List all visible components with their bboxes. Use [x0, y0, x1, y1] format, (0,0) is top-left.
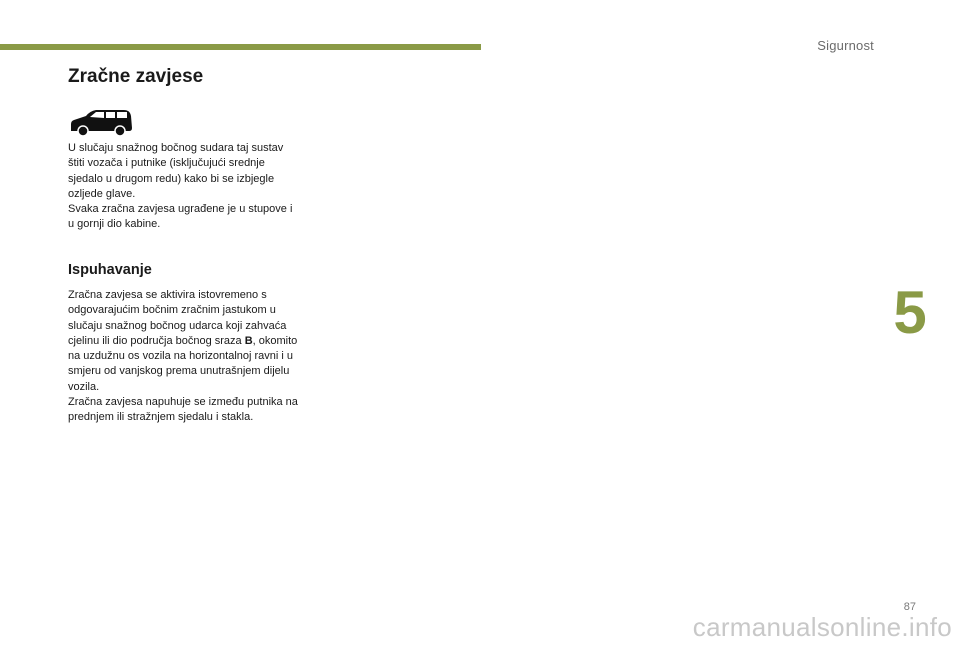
inflation-line: odgovarajućim bočnim zračnim jastukom u	[68, 304, 276, 317]
inflation-line: smjeru od vanjskog prema unutrašnjem dijelu	[68, 365, 290, 378]
intro-line: ozljede glave.	[68, 187, 136, 200]
chapter-number: 5	[893, 279, 927, 346]
inflation-text: , okomito	[252, 334, 298, 347]
watermark: carmanualsonline.info	[692, 612, 952, 642]
zone-label: B	[244, 334, 253, 347]
inflation-line: Zračna zavjesa napuhuje se između putnika na	[68, 396, 298, 409]
inflation-text: cjelinu ili dio područja bočnog sraza	[68, 334, 245, 347]
inflation-line	[68, 334, 330, 349]
inflation-line: vozila.	[68, 380, 100, 393]
header-accent-rule	[0, 44, 481, 50]
inflation-paragraph	[68, 288, 330, 426]
section-label: Sigurnost	[817, 38, 874, 53]
van-silhouette-icon	[68, 106, 134, 143]
intro-line: u gornji dio kabine.	[68, 218, 161, 231]
intro-line: U slučaju snažnog bočnog sudara taj sustav	[68, 142, 284, 154]
intro-line: sjedalo u drugom redu) kako bi se izbjegle	[68, 172, 275, 185]
intro-line: Svaka zračna zavjesa ugrađene je u stupove i	[68, 203, 293, 216]
page-title: Zračne zavjese	[68, 66, 204, 87]
inflation-line: na uzdužnu os vozila na horizontalnoj ravni i u	[68, 350, 294, 363]
intro-line: štiti vozača i putnike (isključujući srednje	[68, 157, 265, 170]
inflation-line: slučaju snažnog bočnog udarca koji zahvaća	[68, 319, 287, 332]
inflation-line: Zračna zavjesa se aktivira istovremeno s	[68, 289, 267, 301]
inflation-line: prednjem ili stražnjem sjedalu i stakla.	[68, 411, 254, 424]
page-number: 87	[903, 601, 916, 613]
section-heading: Ispuhavanje	[68, 262, 152, 278]
intro-paragraph	[68, 141, 330, 233]
